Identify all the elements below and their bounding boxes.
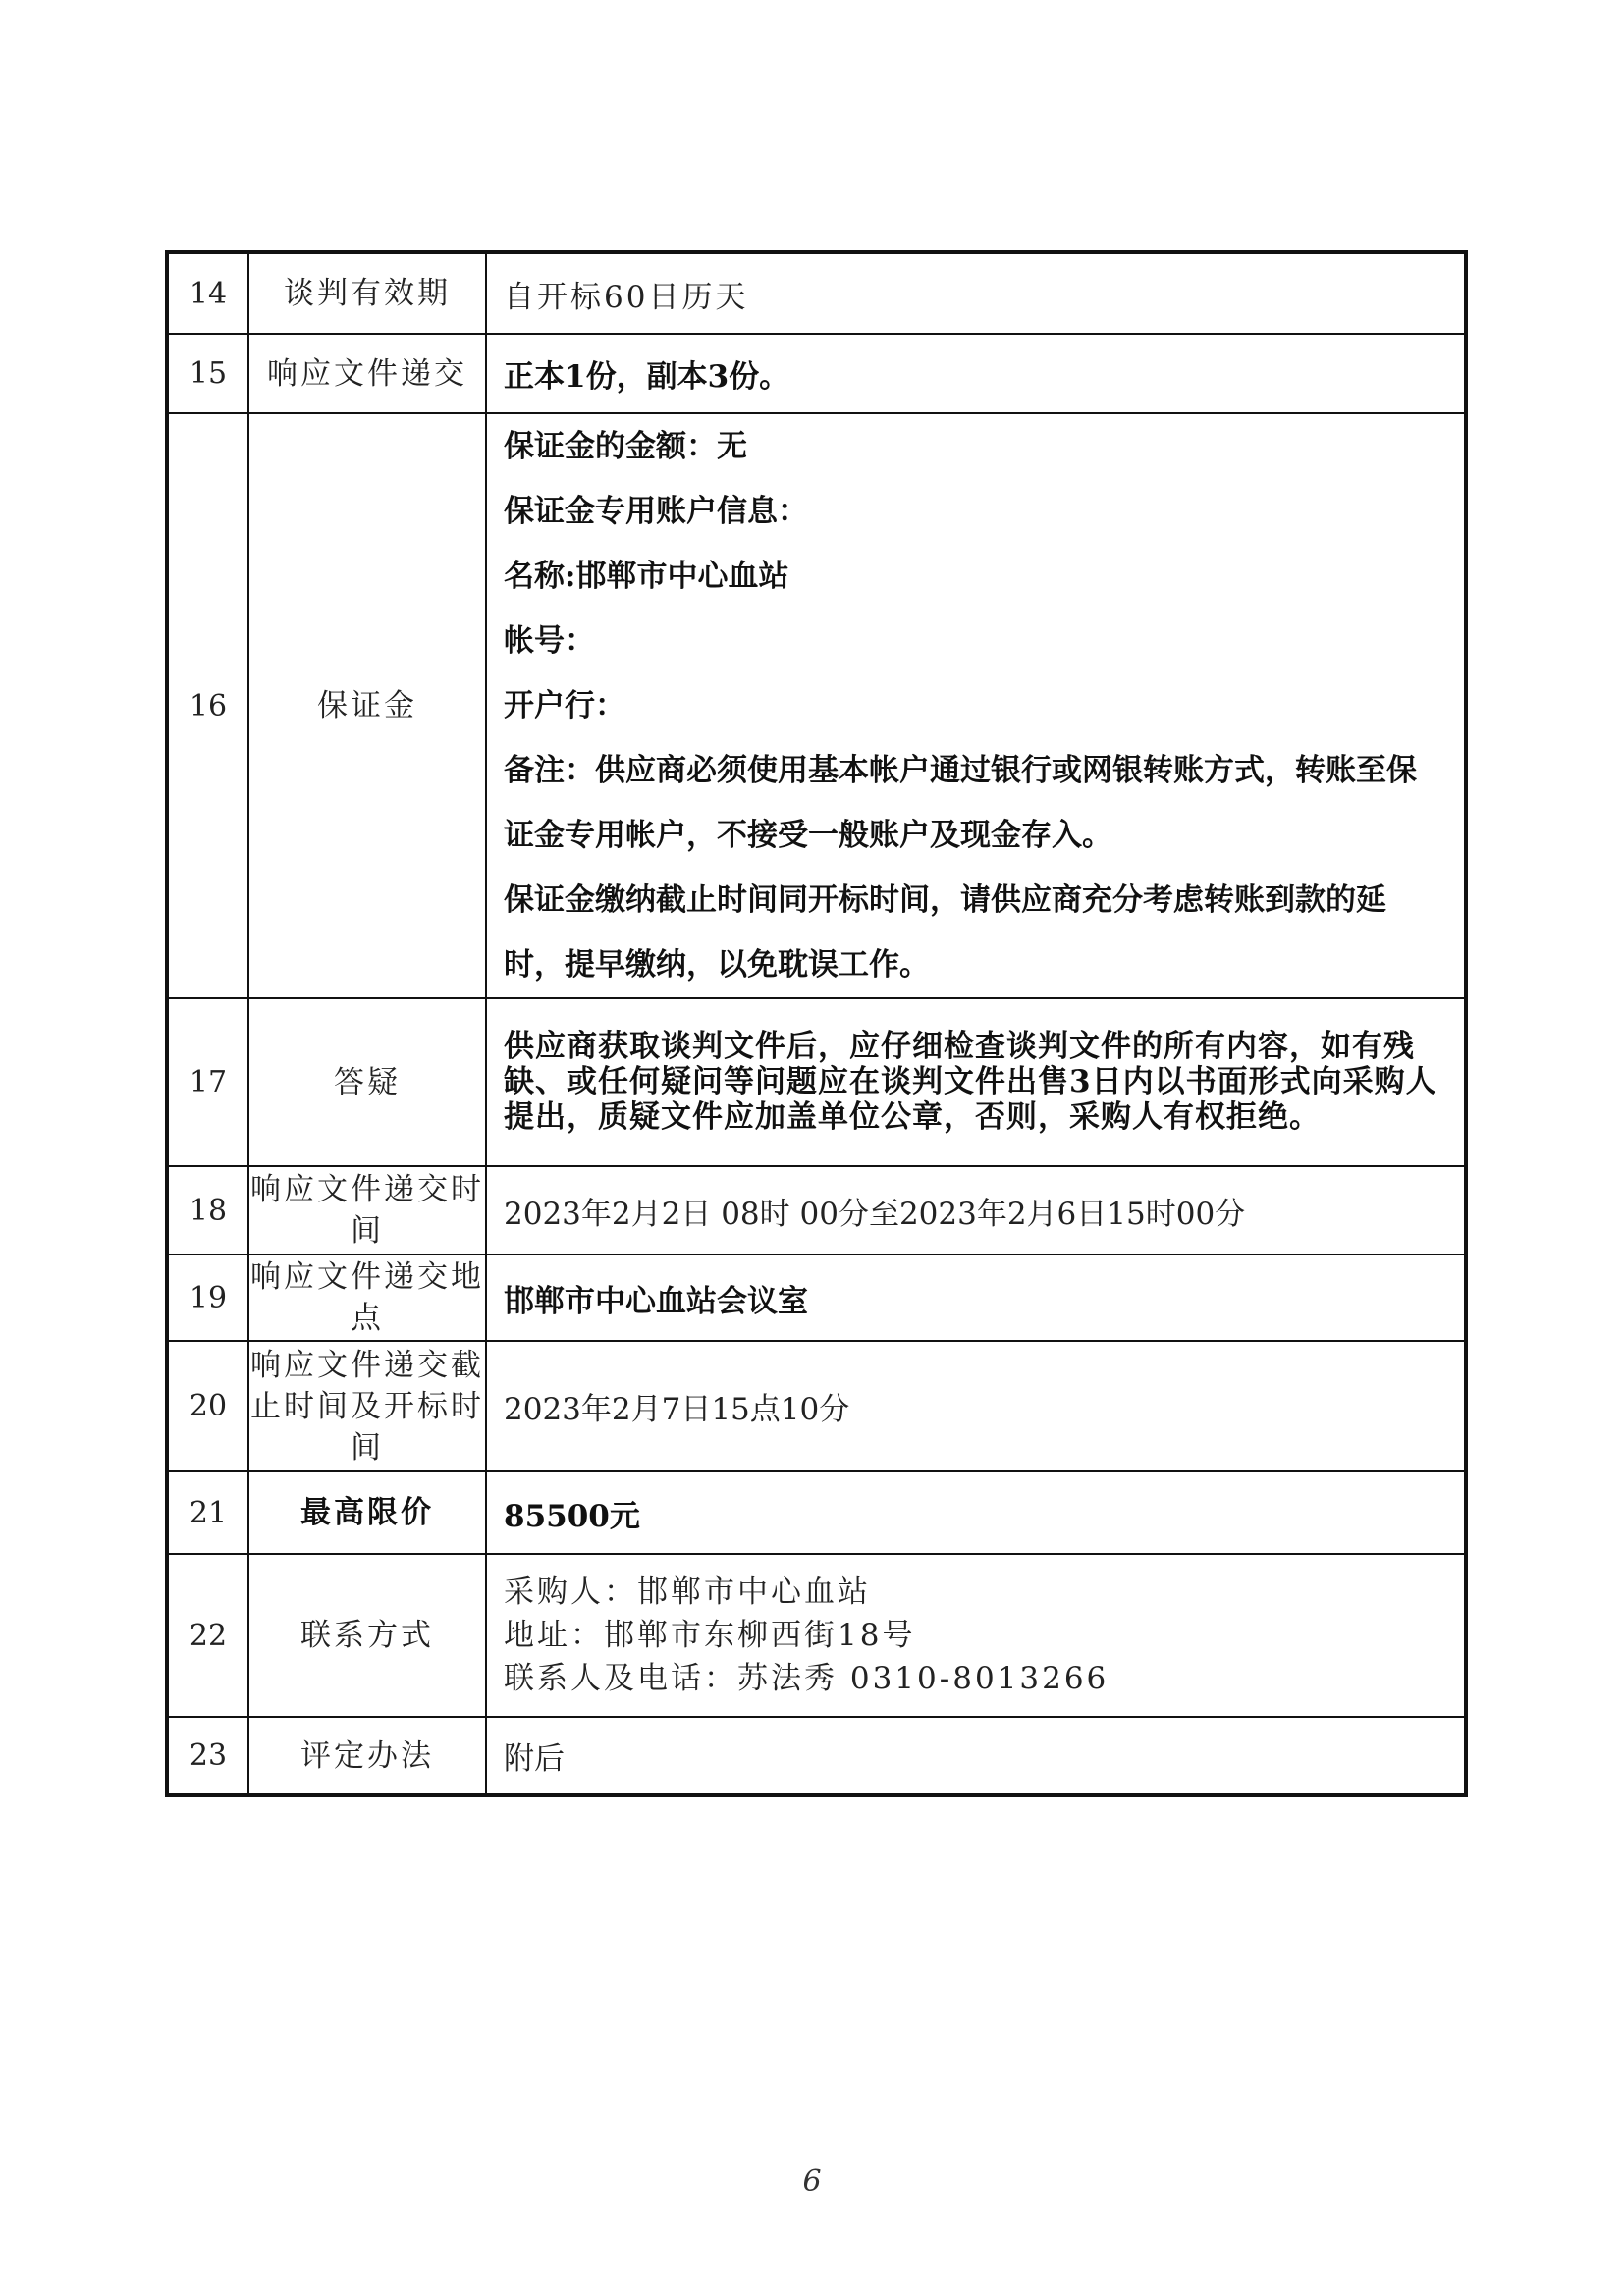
table-row — [167, 413, 1466, 998]
table-row — [167, 1717, 1466, 1795]
table-row — [167, 334, 1466, 413]
row-number: 14 — [167, 252, 248, 334]
row-number: 16 — [167, 413, 248, 998]
row-content: 自开标60日历天 — [486, 252, 1466, 334]
contact-info — [486, 1554, 1466, 1717]
row-content: 2023年2月2日 08时 00分至2023年2月6日15时00分 — [486, 1166, 1466, 1255]
deposit-line: 保证金缴纳截止时间同开标时间，请供应商充分考虑转账到款的延 — [504, 882, 1386, 918]
row-item: 联系方式 — [248, 1554, 486, 1717]
row-number: 17 — [167, 998, 248, 1166]
contact-line: 地址：邯郸市东柳西街18号 — [504, 1618, 916, 1653]
row-item: 保证金 — [248, 413, 486, 998]
row-item: 响应文件递交地点 — [248, 1255, 486, 1341]
deposit-line: 帐号： — [504, 623, 595, 659]
table-row — [167, 1341, 1466, 1471]
deposit-info — [486, 413, 1466, 998]
table-row — [167, 1166, 1466, 1255]
row-item: 最高限价 — [248, 1471, 486, 1554]
page-number: 6 — [802, 2164, 822, 2199]
contact-line: 联系人及电话：苏法秀 0310-8013266 — [504, 1661, 1110, 1696]
row-content: 附后 — [486, 1717, 1466, 1795]
row-content: 邯郸市中心血站会议室 — [486, 1255, 1466, 1341]
row-number: 20 — [167, 1341, 248, 1471]
table-row — [167, 998, 1466, 1166]
row-item: 谈判有效期 — [248, 252, 486, 334]
row-number: 18 — [167, 1166, 248, 1255]
row-item: 响应文件递交 — [248, 334, 486, 413]
table-row — [167, 1554, 1466, 1717]
deposit-line: 证金专用帐户，不接受一般账户及现金存入。 — [504, 818, 1112, 853]
deposit-line: 时，提早缴纳，以免耽误工作。 — [504, 947, 930, 983]
row-item: 答疑 — [248, 998, 486, 1166]
deposit-line: 保证金的金额：无 — [504, 429, 747, 464]
deposit-line: 备注：供应商必须使用基本帐户通过银行或网银转账方式，转账至保 — [504, 753, 1417, 788]
row-item: 响应文件递交时间 — [248, 1166, 486, 1255]
table-row — [167, 1471, 1466, 1554]
row-content: 85500元 — [486, 1471, 1466, 1554]
row-content: 正本1份，副本3份。 — [486, 334, 1466, 413]
row-content: 2023年2月7日15点10分 — [486, 1341, 1466, 1471]
row-number: 22 — [167, 1554, 248, 1717]
row-item: 评定办法 — [248, 1717, 486, 1795]
deposit-line: 保证金专用账户信息： — [504, 494, 808, 529]
requirements-table — [165, 250, 1468, 1797]
row-number: 19 — [167, 1255, 248, 1341]
contact-line: 采购人：邯郸市中心血站 — [504, 1575, 871, 1610]
row-number: 15 — [167, 334, 248, 413]
row-number: 21 — [167, 1471, 248, 1554]
deposit-line: 开户行： — [504, 688, 625, 723]
row-item: 响应文件递交截止时间及开标时间 — [248, 1341, 486, 1471]
row-number: 23 — [167, 1717, 248, 1795]
table-row — [167, 1255, 1466, 1341]
row-content: 供应商获取谈判文件后，应仔细检查谈判文件的所有内容，如有残缺、或任何疑问等问题应在谈判文件出售3日内以书面形式向采购人提出，质疑文件应加盖单位公章，否则，采购人有权拒绝。 — [486, 998, 1466, 1166]
table-row — [167, 252, 1466, 334]
deposit-line: 名称:邯郸市中心血站 — [504, 559, 789, 594]
